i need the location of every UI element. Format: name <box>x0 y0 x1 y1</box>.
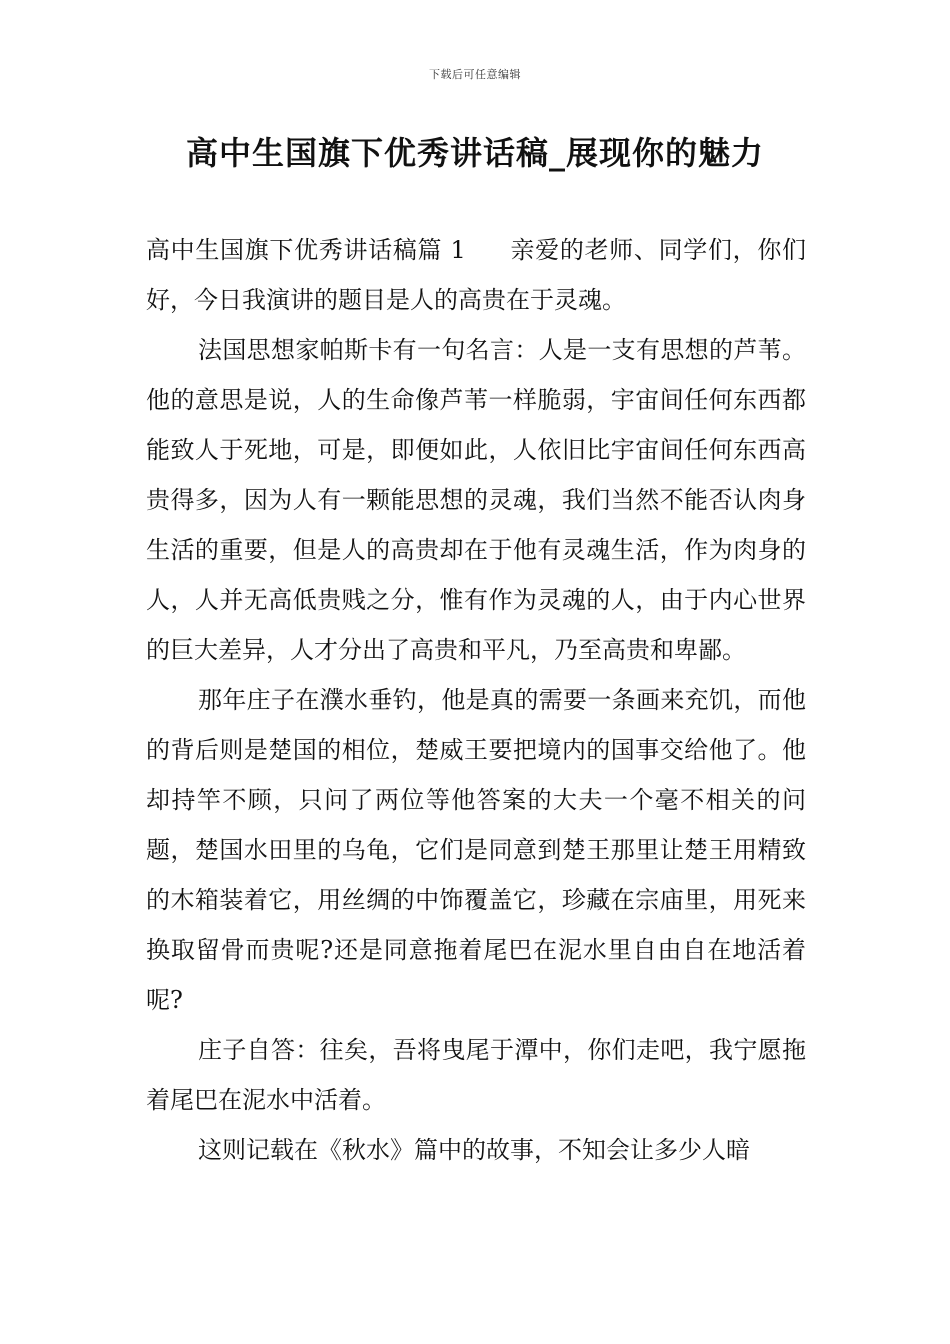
header-note: 下载后可任意编辑 <box>429 68 521 81</box>
section-label: 高中生国旗下优秀讲话稿篇 1 <box>146 236 466 264</box>
paragraph-greeting: 亲爱的老师、同学们，你们好，今日我演讲的题目是人的高贵在于灵魂。 <box>146 236 807 314</box>
paragraph: 庄子自答：往矣，吾将曳尾于潭中，你们走吧，我宁愿拖着尾巴在泥水中活着。 <box>146 1036 806 1114</box>
paragraph: 那年庄子在濮水垂钓，他是真的需要一条画来充饥，而他的背后则是楚国的相位，楚威王要把境内的国事交给他了。他却持竿不顾，只问了两位等他答案的大夫一个毫不相关的问题，楚国水田里的乌龟，它们是同意到楚王那里让楚王用精致的木箱装着它，用丝绸的中饰覆盖它，珍藏在宗庙里，用死来换取留骨而贵呢?还是同意拖着尾巴在泥水里自由自在地活着呢? <box>146 686 806 1014</box>
document-body <box>146 225 806 1175</box>
paragraph-opening <box>146 225 806 325</box>
paragraph: 法国思想家帕斯卡有一句名言：人是一支有思想的芦苇。他的意思是说，人的生命像芦苇一样脆弱，宇宙间任何东西都能致人于死地，可是，即便如此，人依旧比宇宙间任何东西高贵得多，因为人有一颗能思想的灵魂，我们当然不能否认肉身生活的重要，但是人的高贵却在于他有灵魂生活，作为肉身的人，人并无高低贵贱之分，惟有作为灵魂的人，由于内心世界的巨大差异，人才分出了高贵和平凡，乃至高贵和卑鄙。 <box>146 336 806 664</box>
paragraph: 这则记载在《秋水》篇中的故事，不知会让多少人暗 <box>198 1136 750 1164</box>
document-title: 高中生国旗下优秀讲话稿_展现你的魅力 <box>185 134 764 172</box>
